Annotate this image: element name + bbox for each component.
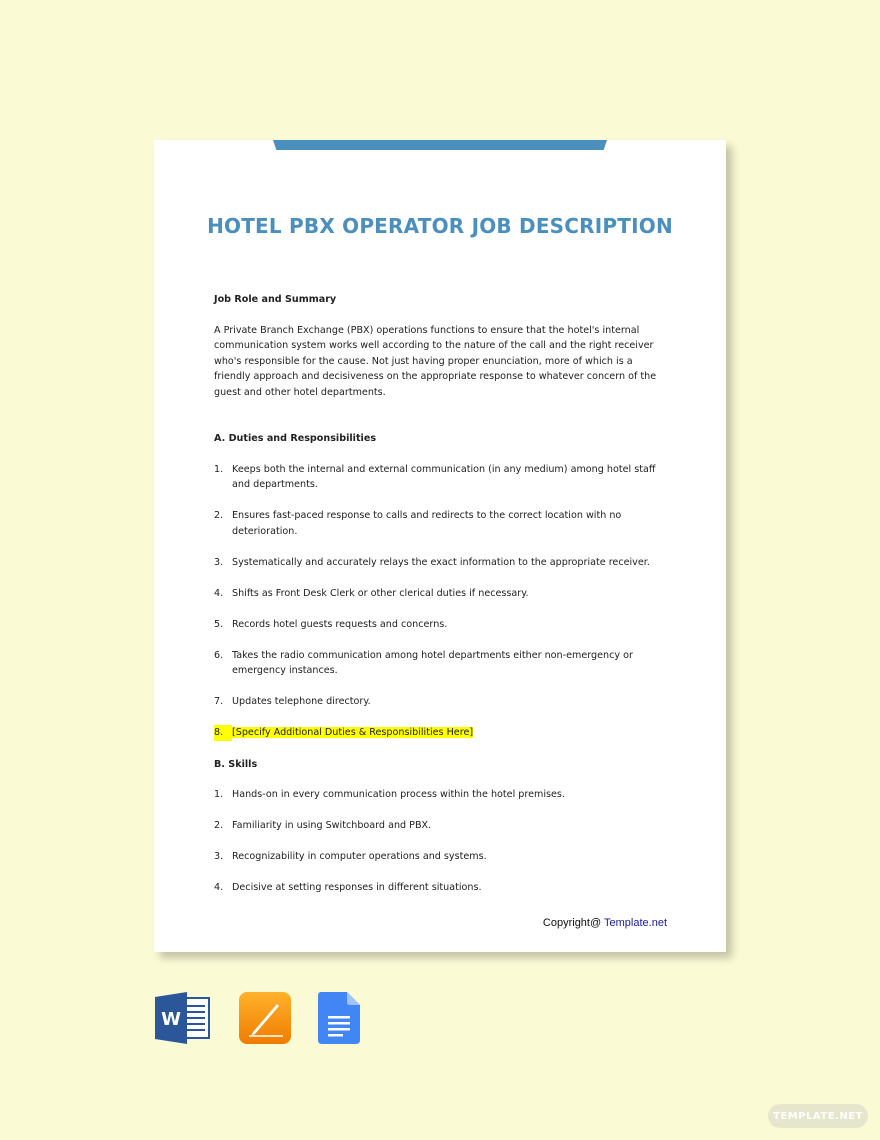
list-item	[214, 818, 664, 834]
list-item	[214, 648, 664, 679]
duties-heading: A. Duties and Responsibilities	[214, 433, 377, 444]
list-item-text: Decisive at setting responses in different situations.	[232, 882, 482, 893]
word-icon[interactable]	[155, 992, 211, 1044]
svg-text:W: W	[161, 1009, 181, 1030]
list-item-text: Familiarity in using Switchboard and PBX.	[232, 820, 432, 831]
list-item	[214, 462, 664, 493]
list-item	[214, 617, 664, 633]
list-item-number: 3.	[214, 556, 224, 568]
document-page	[154, 140, 726, 952]
list-item-text: Recognizability in computer operations and systems.	[232, 851, 487, 862]
placeholder-text: [Specify Additional Duties & Responsibilities Here]	[232, 727, 474, 738]
skills-heading: B. Skills	[214, 758, 258, 770]
list-item-text: Hands-on in every communication process within the hotel premises.	[232, 789, 565, 800]
pages-icon[interactable]	[239, 992, 291, 1044]
document-body	[214, 292, 664, 911]
copyright-link[interactable]: Template.net	[604, 917, 667, 929]
watermark-badge: TEMPLATE.NET	[768, 1104, 868, 1128]
list-item-number: 2.	[214, 510, 224, 521]
list-item	[214, 787, 664, 803]
list-item-text: Records hotel guests requests and concerns.	[232, 618, 448, 630]
list-item	[214, 880, 664, 896]
list-item-number: 4.	[214, 882, 224, 893]
list-item-placeholder	[214, 725, 664, 741]
list-item-number: 1.	[214, 789, 224, 800]
google-docs-icon[interactable]	[318, 992, 360, 1044]
list-item-number: 1.	[214, 463, 224, 475]
list-item-text: Systematically and accurately relays the exact information to the appropriate receiver.	[232, 556, 650, 568]
list-item-text: Keeps both the internal and external communication (in any medium) among hotel staff and departments.	[232, 463, 656, 490]
list-item-text: Updates telephone directory.	[232, 696, 371, 707]
list-item	[214, 849, 664, 865]
summary-paragraph: A Private Branch Exchange (PBX) operations functions to ensure that the hotel's internal communication system works well according to the nature of the call and the right receiver who's responsible for the cause. Not just having proper enunciation, more of which is a friendly approach and decisiveness on the appropriate response to whatever concern of the guest and other hotel departments.	[214, 324, 657, 398]
list-item	[214, 586, 664, 602]
list-item-number: 6.	[214, 649, 224, 661]
list-item-number: 4.	[214, 587, 224, 599]
list-item-text: Ensures fast-paced response to calls and redirects to the correct location with no deterioration.	[232, 510, 622, 537]
copyright-label: Copyright@	[542, 917, 602, 929]
list-item-number: 2.	[214, 820, 224, 831]
list-item-number: 8.	[214, 725, 232, 741]
list-item-text: Takes the radio communication among hotel departments either non-emergency or emergency instances.	[232, 649, 633, 676]
list-item	[214, 694, 664, 710]
skills-list	[214, 787, 664, 896]
list-item	[214, 508, 664, 539]
document-title: HOTEL PBX OPERATOR JOB DESCRIPTION	[207, 214, 673, 238]
list-item-number: 5.	[214, 618, 224, 630]
list-item-number: 3.	[214, 851, 224, 862]
summary-heading: Job Role and Summary	[214, 294, 337, 305]
list-item-number: 7.	[214, 696, 224, 707]
list-item	[214, 555, 664, 571]
copyright-notice	[543, 917, 667, 929]
page-top-tab	[273, 140, 607, 150]
list-item-text: Shifts as Front Desk Clerk or other clerical duties if necessary.	[232, 587, 529, 599]
duties-list	[214, 462, 664, 741]
